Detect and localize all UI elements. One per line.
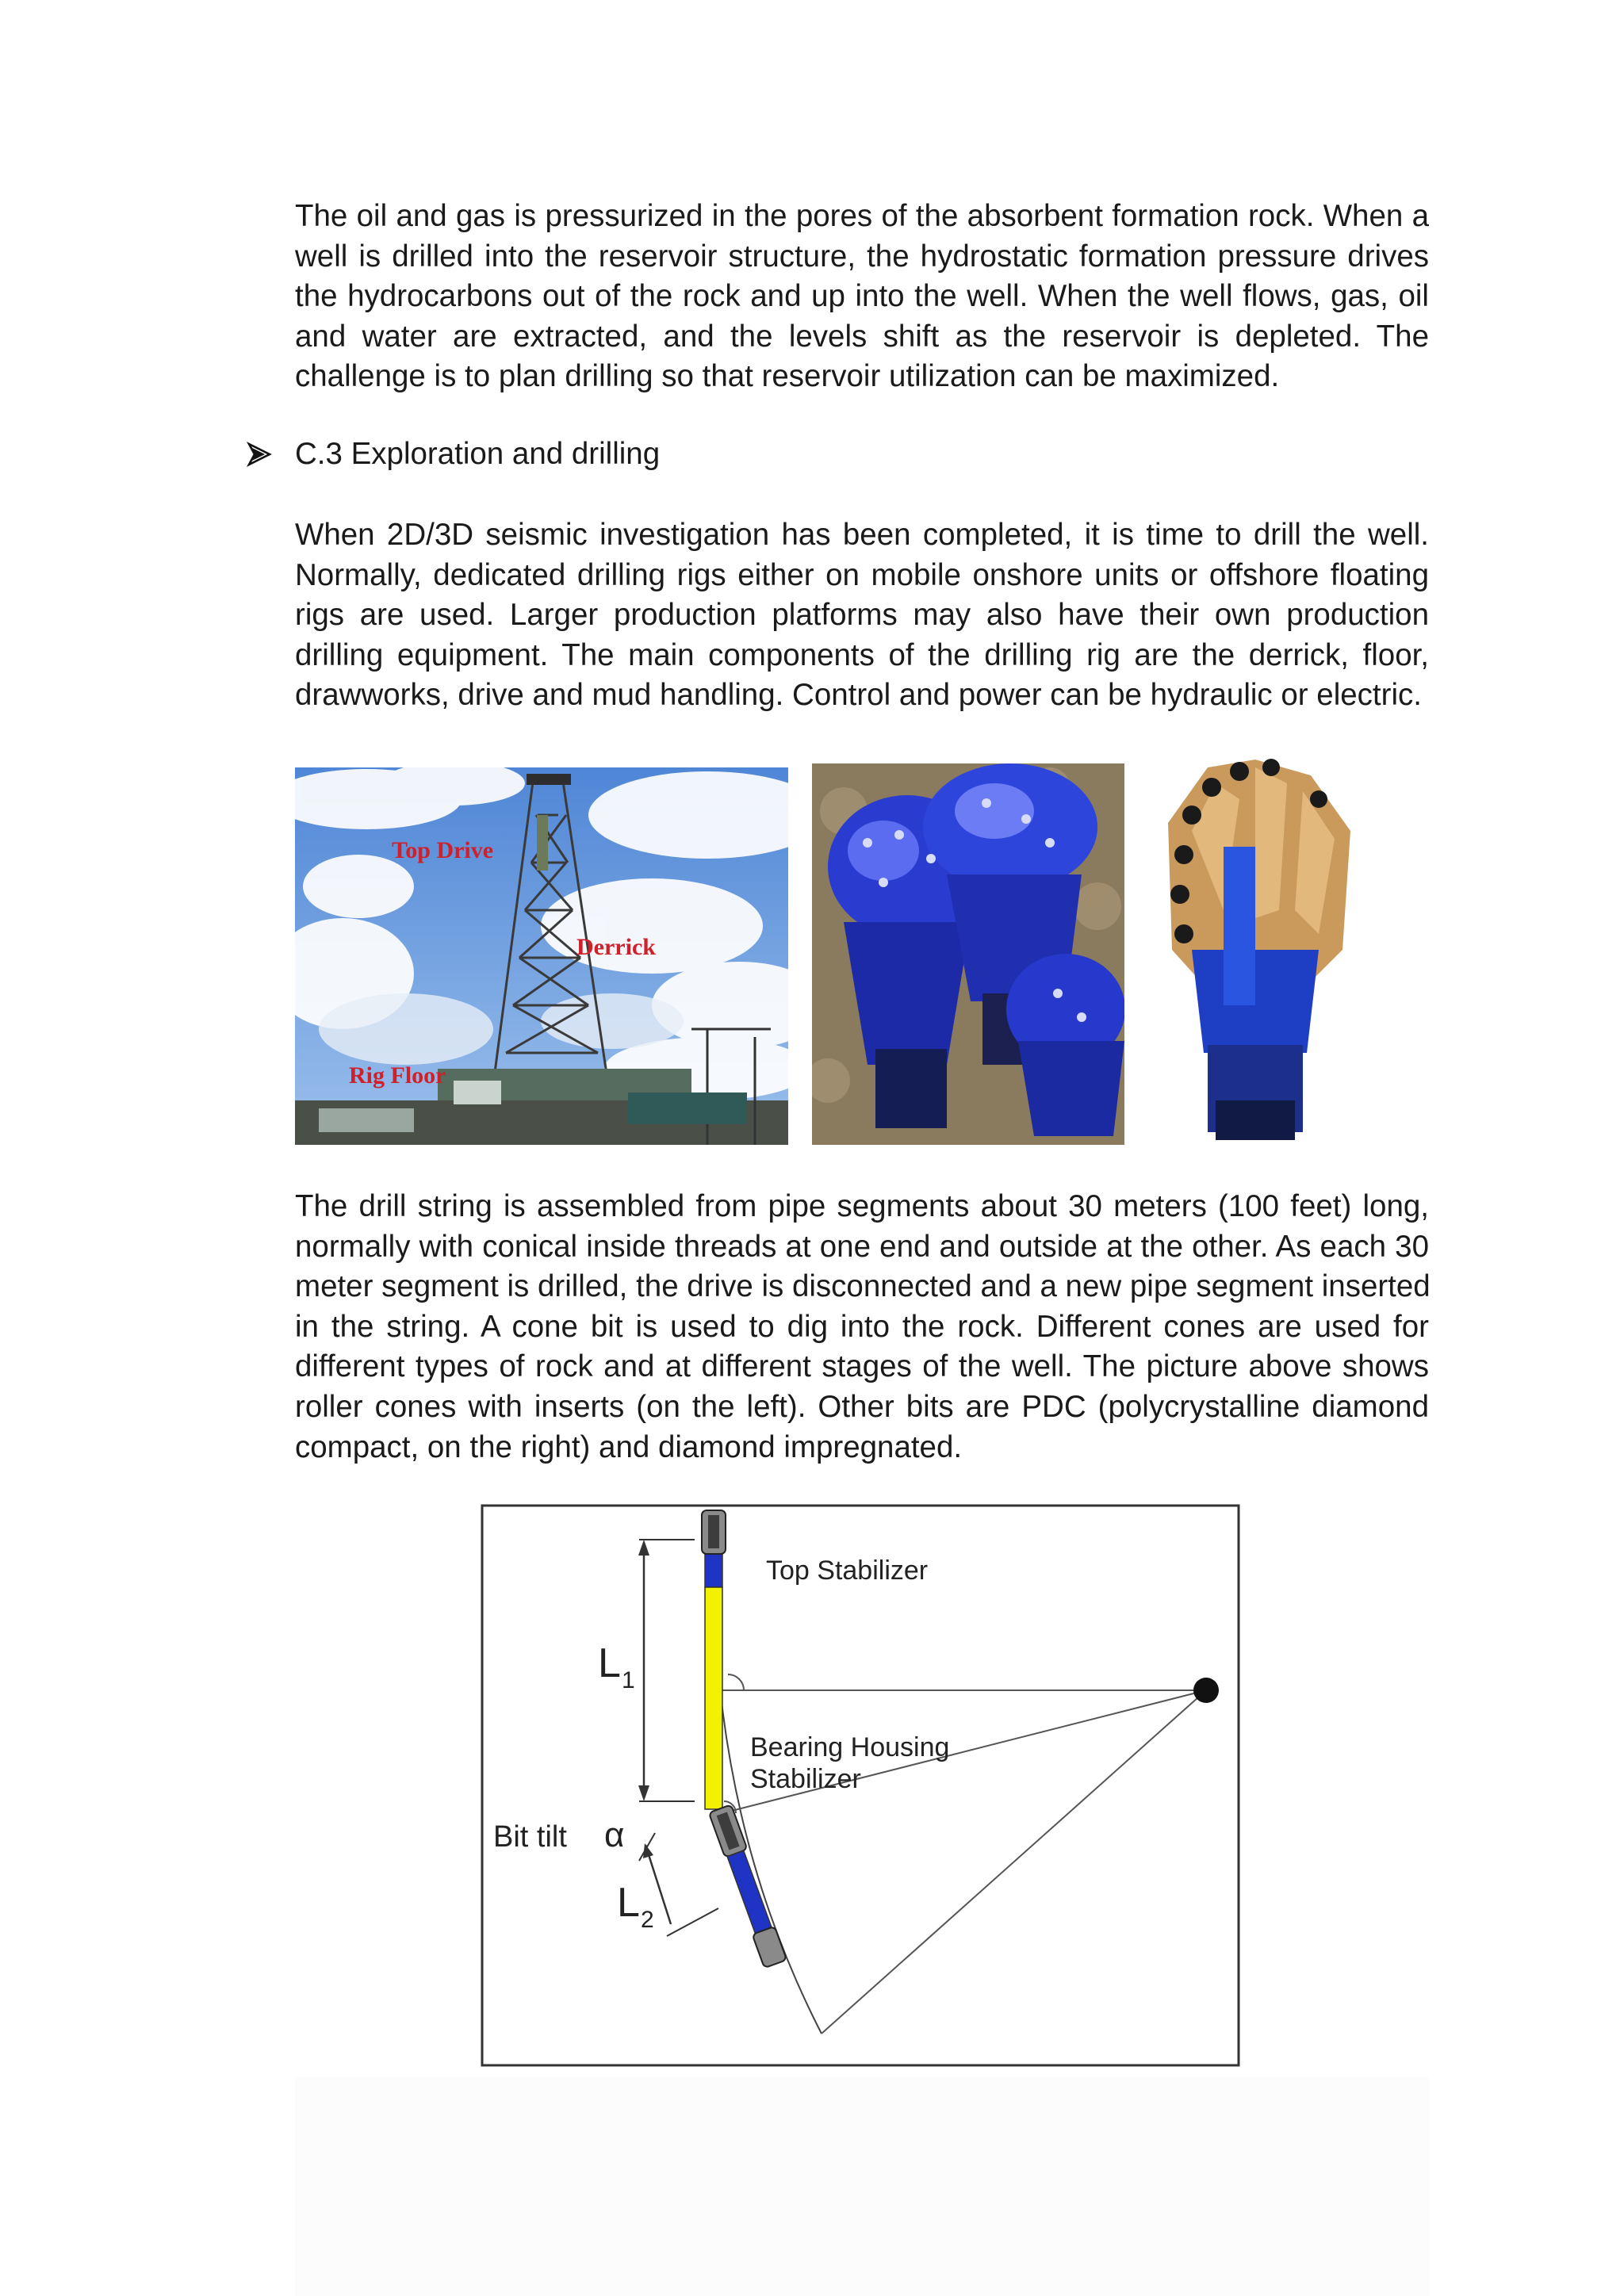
paragraph-line: and water are extracted, and the levels shift as the reservoir is depleted. The bbox=[295, 319, 1429, 354]
bit-tilt-label: Bit tilt bbox=[493, 1820, 567, 1854]
derrick-label: Derrick bbox=[576, 934, 656, 960]
bearing-housing-label: Bearing Housing bbox=[750, 1732, 950, 1762]
paragraph-line: challenge is to plan drilling so that reservoir utilization can be maximized. bbox=[295, 359, 1280, 394]
l1-letter: L bbox=[598, 1640, 621, 1686]
paragraph-line: in the string. A cone bit is used to dig into the rock. Different cones are used for bbox=[295, 1309, 1429, 1344]
l2-letter: L bbox=[617, 1880, 640, 1926]
rotation-center-dot bbox=[1193, 1678, 1219, 1703]
paragraph-line: well is drilled into the reservoir structure, the hydrostatic formation pressure drives bbox=[295, 239, 1429, 274]
drilling-rig-photo bbox=[295, 767, 788, 1145]
paragraph-line: compact, on the right) and diamond impregnated. bbox=[295, 1429, 963, 1464]
paragraph-line: When 2D/3D seismic investigation has been completed, it is time to drill the well. bbox=[295, 518, 1429, 552]
arrow-bullet-icon bbox=[244, 434, 276, 474]
paragraph-line: different types of rock and at different stages of the well. The picture above shows bbox=[295, 1349, 1429, 1384]
paragraph-line: roller cones with inserts (on the left). Other bits are PDC (polycrystalline diamond bbox=[295, 1389, 1429, 1424]
upper-blue-collar bbox=[705, 1552, 722, 1587]
page-bottom-margin bbox=[295, 2077, 1429, 2296]
rig-floor-label: Rig Floor bbox=[349, 1062, 446, 1089]
yellow-collar bbox=[705, 1587, 722, 1809]
paragraph-line: The drill string is assembled from pipe segments about 30 meters (100 feet) long, bbox=[295, 1189, 1429, 1223]
roller-cone-bits-photo bbox=[812, 763, 1124, 1145]
l1-subscript: 1 bbox=[622, 1667, 635, 1693]
l2-subscript: 2 bbox=[641, 1907, 654, 1933]
pdc-bit-photo bbox=[1136, 752, 1374, 1148]
paragraph-line: meter segment is drilled, the drive is disconnected and a new pipe segment inserted bbox=[295, 1269, 1431, 1304]
exploration-paragraph bbox=[295, 515, 1429, 716]
alpha-symbol: α bbox=[604, 1816, 625, 1854]
top-stabilizer-label: Top Stabilizer bbox=[766, 1556, 929, 1586]
top-drive-label: Top Drive bbox=[392, 837, 494, 863]
stabilizer-label: Stabilizer bbox=[750, 1764, 861, 1794]
paragraph-line: drilling equipment. The main components of the drilling rig are the derrick, floor, bbox=[295, 637, 1429, 672]
paragraph-line: rigs are used. Larger production platforms may also have their own production bbox=[295, 598, 1429, 633]
intro-paragraph bbox=[295, 197, 1429, 397]
paragraph-line: drawworks, drive and mud handling. Control and power can be hydraulic or electric. bbox=[295, 678, 1422, 713]
paragraph-line: The oil and gas is pressurized in the pores of the absorbent formation rock. When a bbox=[295, 199, 1429, 233]
paragraph-line: Normally, dedicated drilling rigs either on mobile onshore units or offshore floating bbox=[295, 557, 1429, 592]
bit-tilt-diagram bbox=[481, 1504, 1240, 2067]
drill-string-paragraph bbox=[295, 1187, 1429, 1468]
paragraph-line: the hydrocarbons out of the rock and up into the well. When the well flows, gas, oil bbox=[295, 279, 1429, 314]
section-heading-text: C.3 Exploration and drilling bbox=[295, 437, 661, 471]
paragraph-line: normally with conical inside threads at one end and outside at the other. As each 30 bbox=[295, 1229, 1429, 1264]
